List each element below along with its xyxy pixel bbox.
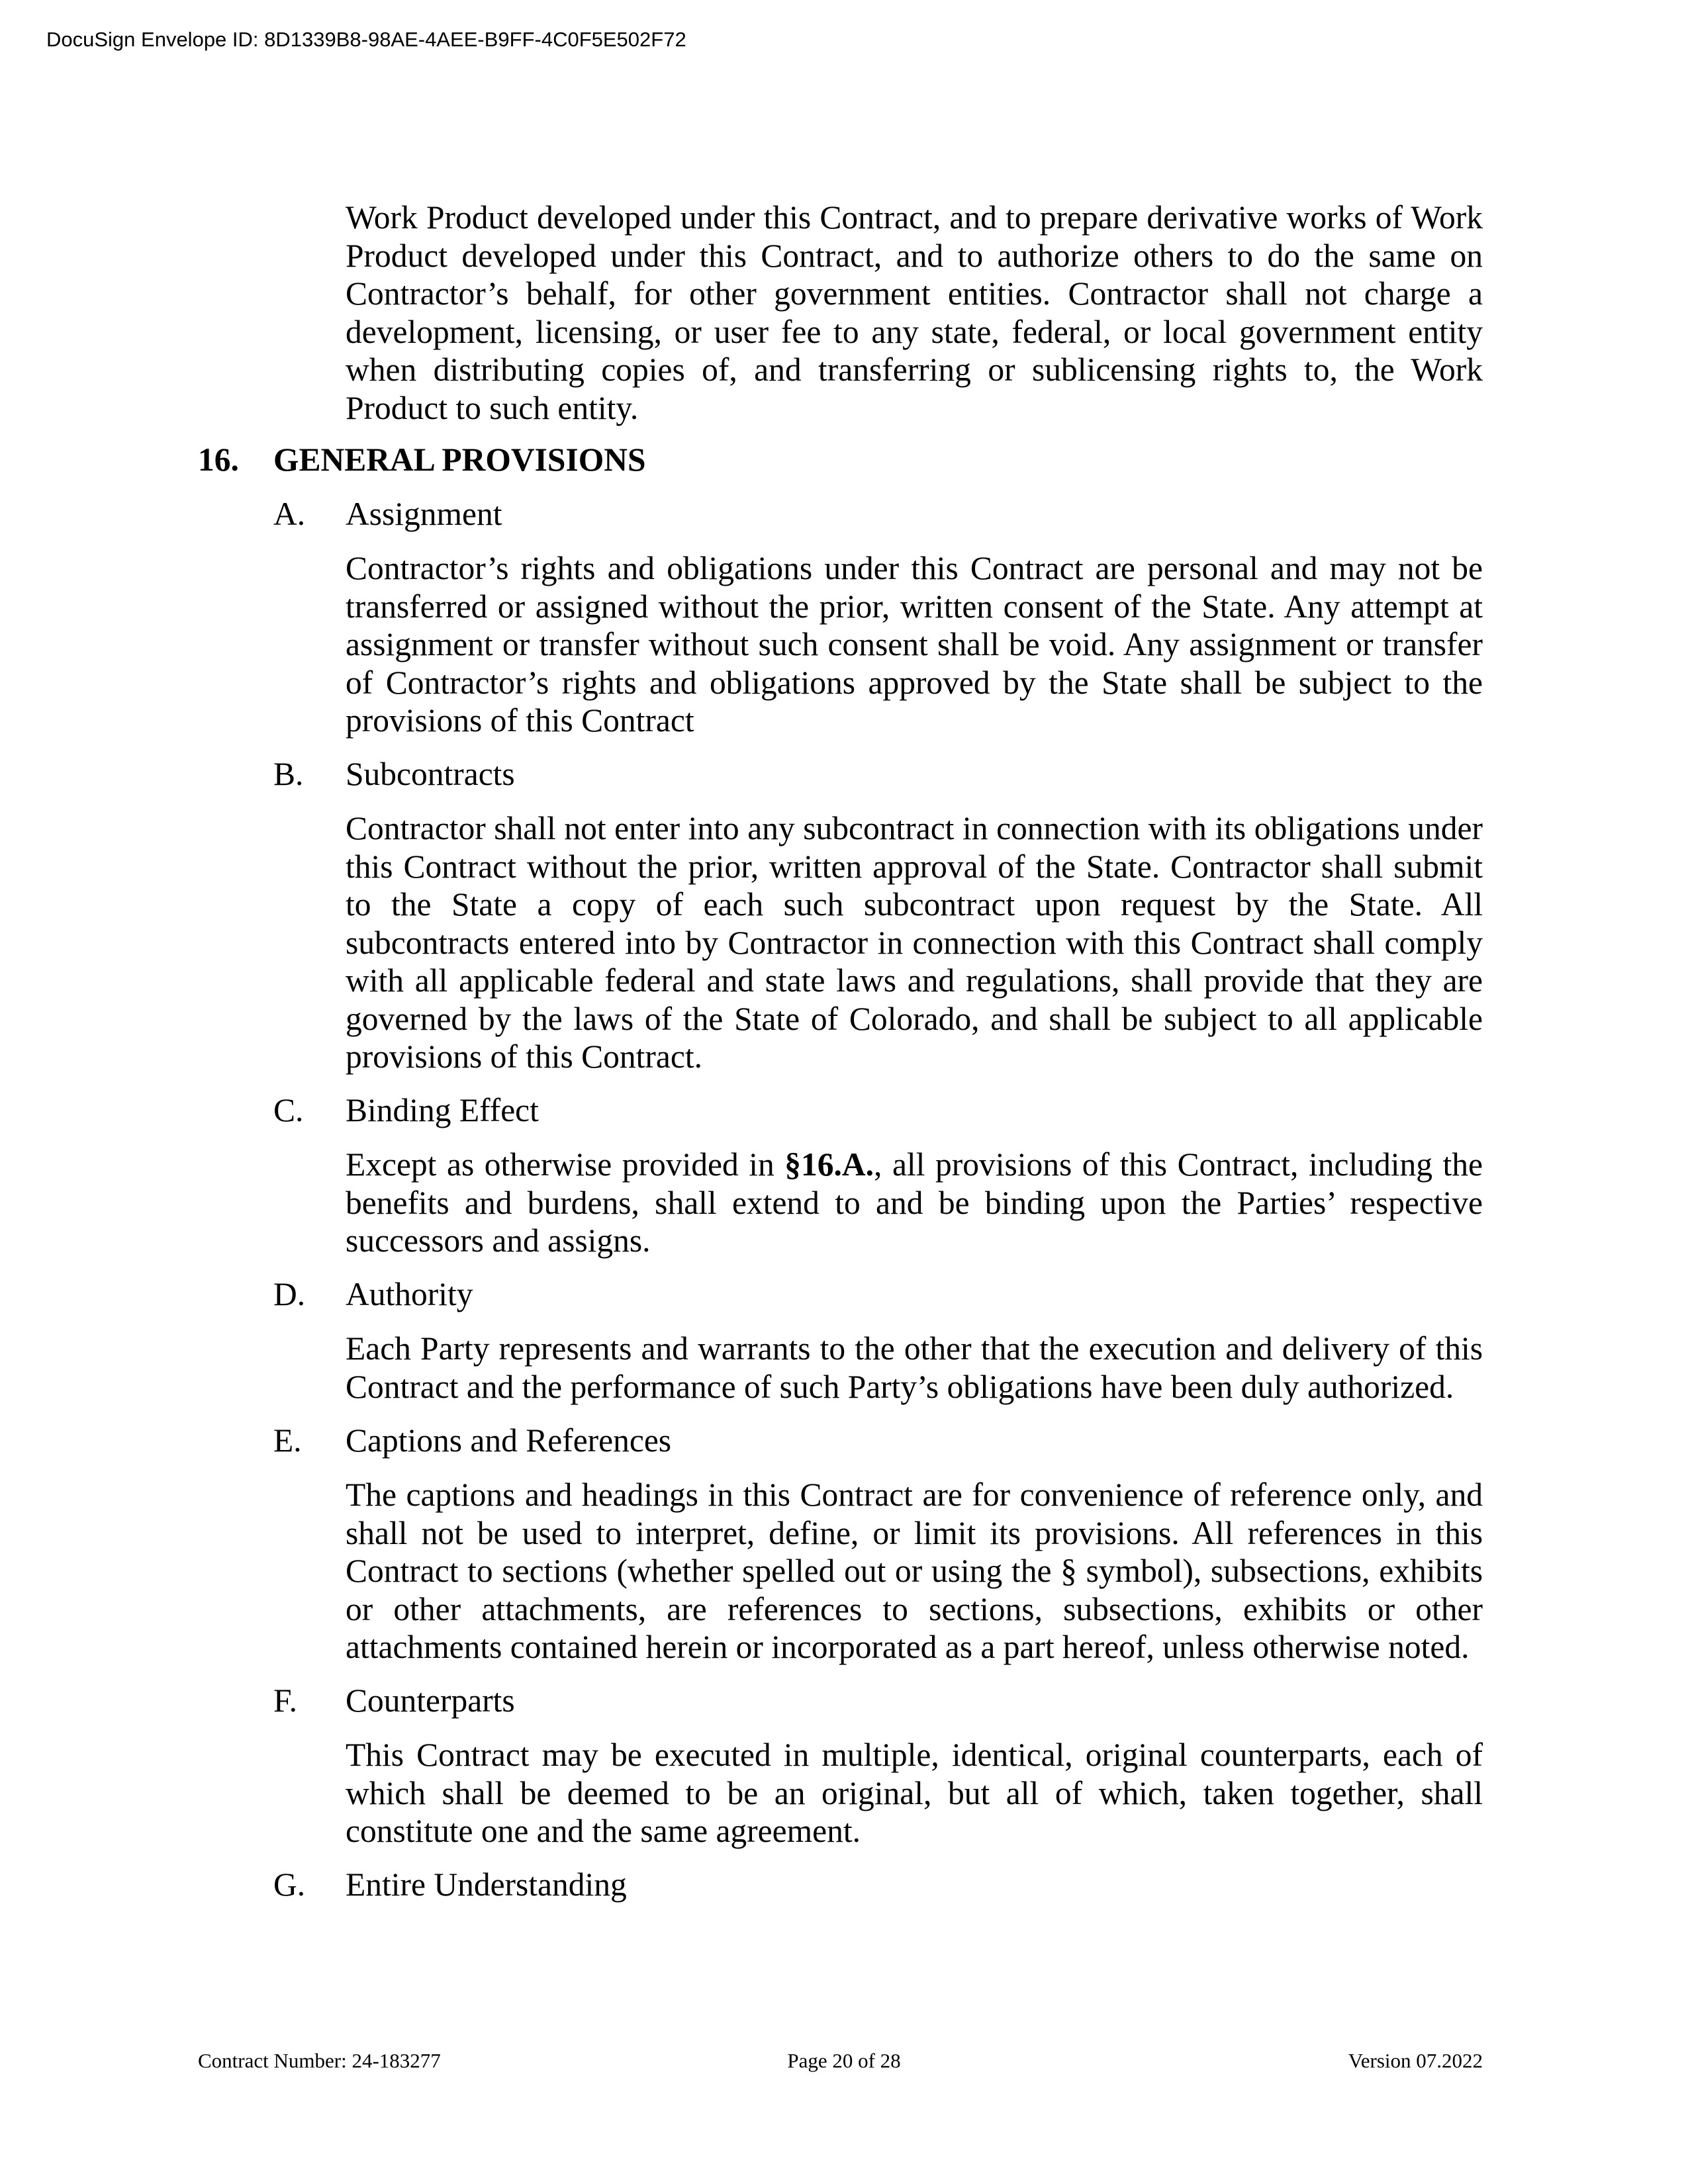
subsection-title: Counterparts: [346, 1682, 515, 1719]
subsection-title: Subcontracts: [346, 756, 515, 792]
subsection-c-body: [346, 1146, 1483, 1260]
section-reference: §16.A.: [784, 1146, 874, 1183]
subsection-title: Assignment: [346, 496, 502, 532]
subsection-e-body: The captions and headings in this Contract are for convenience of reference only, and shall not be used to interpret, define, or limit its provisions. All references in this Contract to sections (whether spelled out or using the § symbol), subsections, exhibits or other attachments, are references to sections, subsections, exhibits or other attachments contained herein or incorporated as a part hereof, unless otherwise noted.: [346, 1477, 1483, 1665]
subsection-letter: D.: [273, 1276, 306, 1312]
subsection-a-body: Contractor’s rights and obligations under this Contract are personal and may not be transferred or assigned without the prior, written consent of the State. Any attempt at assignment or transfer without such consent shall be void. Any assignment or transfer of Contractor’s rights and obligations approved by the State shall be subject to the provisions of this Contract: [346, 550, 1483, 739]
subsection-letter: B.: [273, 756, 304, 792]
subsection-title: Binding Effect: [346, 1092, 539, 1128]
subsection-f-body: This Contract may be executed in multiple, identical, original counterparts, each of which shall be deemed to be an original, but all of which, taken together, shall constitute one and the same agreement.: [346, 1737, 1483, 1849]
body-text: , all provisions of this Contract, including the benefits and burdens, shall extend to and be binding upon the Parties’ respective successors and assigns.: [346, 1146, 1483, 1259]
subsection-d-body: Each Party represents and warrants to the other that the execution and delivery of this Contract and the performance of such Party’s obligations have been duly authorized.: [346, 1330, 1483, 1405]
subsection-letter: G.: [273, 1866, 306, 1903]
subsection-letter: F.: [273, 1682, 297, 1719]
subsection-title: Entire Understanding: [346, 1866, 627, 1903]
subsection-letter: E.: [273, 1422, 302, 1459]
subsection-title: Captions and References: [346, 1422, 672, 1459]
footer-page-number: Page 20 of 28: [787, 2049, 901, 2072]
body-text: Except as otherwise provided in: [346, 1146, 785, 1183]
subsection-letter: C.: [273, 1092, 304, 1128]
intro-paragraph: Work Product developed under this Contract, and to prepare derivative works of Work Product developed under this Contract, and to authorize others to do the same on Contractor’s behalf, for other government entities. Contractor shall not charge a development, licensing, or user fee to any state, federal, or local government entity when distributing copies of, and transferring or sublicensing rights to, the Work Product to such entity.: [346, 199, 1483, 426]
section-title: GENERAL PROVISIONS: [273, 441, 646, 478]
footer-contract-number: Contract Number: 24-183277: [198, 2049, 441, 2072]
subsection-title: Authority: [346, 1276, 473, 1312]
footer-version: Version 07.2022: [1348, 2049, 1483, 2072]
subsection-b-body: Contractor shall not enter into any subcontract in connection with its obligations under this Contract without the prior, written approval of the State. Contractor shall submit to the State a copy of each such subcontract upon request by the State. All subcontracts entered into by Contractor in connection with this Contract shall comply with all applicable federal and state laws and regulations, shall provide that they are governed by the laws of the State of Colorado, and shall be subject to all applicable provisions of this Contract.: [346, 810, 1483, 1075]
subsection-letter: A.: [273, 496, 306, 532]
section-number: 16.: [198, 441, 239, 478]
docusign-envelope-id: DocuSign Envelope ID: 8D1339B8-98AE-4AEE-B9FF-4C0F5E502F72: [46, 28, 686, 51]
